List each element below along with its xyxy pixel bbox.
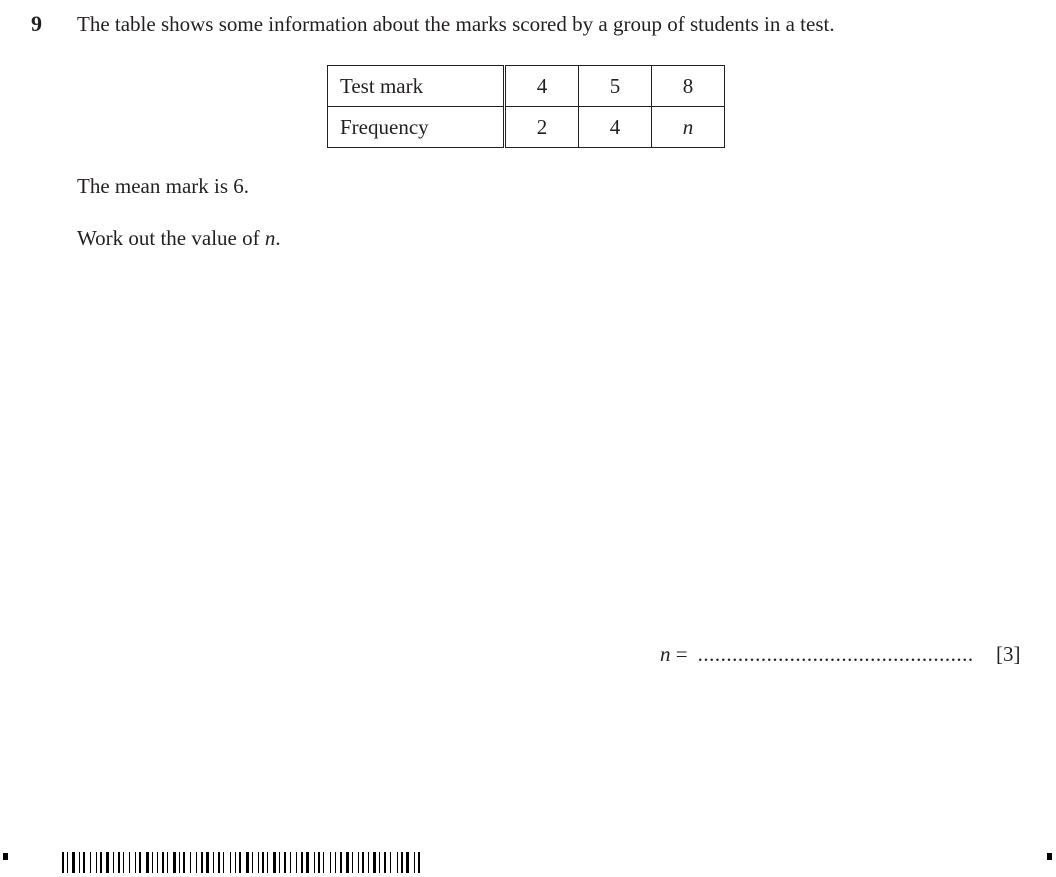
answer-equals: = <box>670 642 688 666</box>
row-header-test-mark: Test mark <box>328 66 505 107</box>
answer-variable: n <box>660 642 671 666</box>
answer-dotted-line[interactable]: ................................................ <box>697 642 974 666</box>
instruction <box>77 225 281 251</box>
test-mark-cell: 5 <box>579 66 652 107</box>
marks-label: [3] <box>996 642 1021 666</box>
test-mark-cell: 8 <box>652 66 725 107</box>
instruction-variable: n <box>264 226 276 250</box>
instruction-suffix: . <box>275 226 281 250</box>
registration-mark-left <box>3 853 8 860</box>
table-row-frequency <box>328 107 725 148</box>
frequency-cell: 4 <box>579 107 652 148</box>
frequency-cell: 2 <box>505 107 579 148</box>
registration-mark-right <box>1047 853 1052 860</box>
question-intro: The table shows some information about the marks scored by a group of students in a test. <box>77 12 835 36</box>
test-mark-cell: 4 <box>505 66 579 107</box>
frequency-cell-unknown: n <box>652 107 725 148</box>
instruction-prefix: Work out the value of <box>77 226 265 250</box>
frequency-table <box>327 65 725 148</box>
question-number: 9 <box>31 11 42 36</box>
answer-line[interactable] <box>660 641 974 667</box>
barcode-graphic <box>62 852 424 873</box>
row-header-frequency: Frequency <box>328 107 505 148</box>
mean-statement: The mean mark is 6. <box>77 174 250 198</box>
table-row-test-mark <box>328 66 725 107</box>
